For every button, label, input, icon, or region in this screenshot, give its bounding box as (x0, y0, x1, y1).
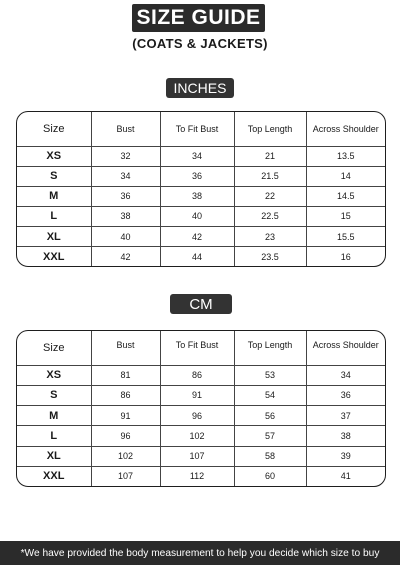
across-shoulder-cell: 15 (306, 206, 385, 226)
size-cell: XL (17, 227, 91, 247)
column-header-across-shoulder: Across Shoulder (306, 331, 385, 365)
top-length-cell: 58 (234, 446, 306, 466)
across-shoulder-cell: 15.5 (306, 227, 385, 247)
bust-cell: 86 (91, 385, 160, 405)
top-length-cell: 57 (234, 426, 306, 446)
size-cell: S (17, 166, 91, 186)
size-cell: S (17, 385, 91, 405)
to-fit-bust-cell: 40 (160, 206, 234, 226)
to-fit-bust-cell: 112 (160, 466, 234, 486)
across-shoulder-cell: 34 (306, 365, 385, 385)
across-shoulder-cell: 13.5 (306, 146, 385, 166)
top-length-cell: 21.5 (234, 166, 306, 186)
page-subtitle: (COATS & JACKETS) (132, 36, 268, 51)
column-header-size: Size (17, 112, 91, 146)
page-title: SIZE GUIDE (132, 4, 265, 32)
column-header-top-length: Top Length (234, 331, 306, 365)
to-fit-bust-cell: 102 (160, 426, 234, 446)
table-row (17, 385, 385, 405)
table-row (17, 426, 385, 446)
table-row (17, 227, 385, 247)
table-row (17, 146, 385, 166)
to-fit-bust-cell: 107 (160, 446, 234, 466)
bust-cell: 102 (91, 446, 160, 466)
to-fit-bust-cell: 86 (160, 365, 234, 385)
table-row (17, 446, 385, 466)
across-shoulder-cell: 39 (306, 446, 385, 466)
across-shoulder-cell: 36 (306, 385, 385, 405)
table-row (17, 166, 385, 186)
top-length-cell: 54 (234, 385, 306, 405)
top-length-cell: 60 (234, 466, 306, 486)
bust-cell: 96 (91, 426, 160, 446)
bust-cell: 36 (91, 186, 160, 206)
top-length-cell: 22 (234, 186, 306, 206)
bust-cell: 34 (91, 166, 160, 186)
across-shoulder-cell: 16 (306, 247, 385, 266)
top-length-cell: 23 (234, 227, 306, 247)
to-fit-bust-cell: 42 (160, 227, 234, 247)
footer-note: *We have provided the body measurement to help you decide which size to buy (0, 541, 400, 565)
across-shoulder-cell: 37 (306, 406, 385, 426)
table-row (17, 365, 385, 385)
across-shoulder-cell: 14 (306, 166, 385, 186)
size-cell: L (17, 206, 91, 226)
size-cell: XS (17, 146, 91, 166)
top-length-cell: 22.5 (234, 206, 306, 226)
bust-cell: 32 (91, 146, 160, 166)
across-shoulder-cell: 14.5 (306, 186, 385, 206)
size-cell: XXL (17, 466, 91, 486)
across-shoulder-cell: 38 (306, 426, 385, 446)
table-row (17, 406, 385, 426)
column-header-to-fit-bust: To Fit Bust (160, 331, 234, 365)
top-length-cell: 21 (234, 146, 306, 166)
to-fit-bust-cell: 96 (160, 406, 234, 426)
bust-cell: 81 (91, 365, 160, 385)
size-cell: M (17, 406, 91, 426)
size-cell: L (17, 426, 91, 446)
top-length-cell: 53 (234, 365, 306, 385)
bust-cell: 40 (91, 227, 160, 247)
table-row (17, 186, 385, 206)
column-header-size: Size (17, 331, 91, 365)
bust-cell: 107 (91, 466, 160, 486)
size-cell: XS (17, 365, 91, 385)
cm-section-label: CM (170, 294, 232, 314)
to-fit-bust-cell: 91 (160, 385, 234, 405)
bust-cell: 42 (91, 247, 160, 266)
bust-cell: 91 (91, 406, 160, 426)
table-row (17, 466, 385, 486)
column-header-bust: Bust (91, 331, 160, 365)
cm-size-table (16, 330, 386, 487)
to-fit-bust-cell: 38 (160, 186, 234, 206)
inches-size-table (16, 111, 386, 267)
size-cell: M (17, 186, 91, 206)
top-length-cell: 23.5 (234, 247, 306, 266)
to-fit-bust-cell: 44 (160, 247, 234, 266)
across-shoulder-cell: 41 (306, 466, 385, 486)
size-cell: XXL (17, 247, 91, 266)
to-fit-bust-cell: 34 (160, 146, 234, 166)
size-cell: XL (17, 446, 91, 466)
table-row (17, 247, 385, 266)
column-header-bust: Bust (91, 112, 160, 146)
bust-cell: 38 (91, 206, 160, 226)
inches-section-label: INCHES (166, 78, 234, 98)
column-header-across-shoulder: Across Shoulder (306, 112, 385, 146)
top-length-cell: 56 (234, 406, 306, 426)
column-header-top-length: Top Length (234, 112, 306, 146)
to-fit-bust-cell: 36 (160, 166, 234, 186)
table-row (17, 206, 385, 226)
column-header-to-fit-bust: To Fit Bust (160, 112, 234, 146)
